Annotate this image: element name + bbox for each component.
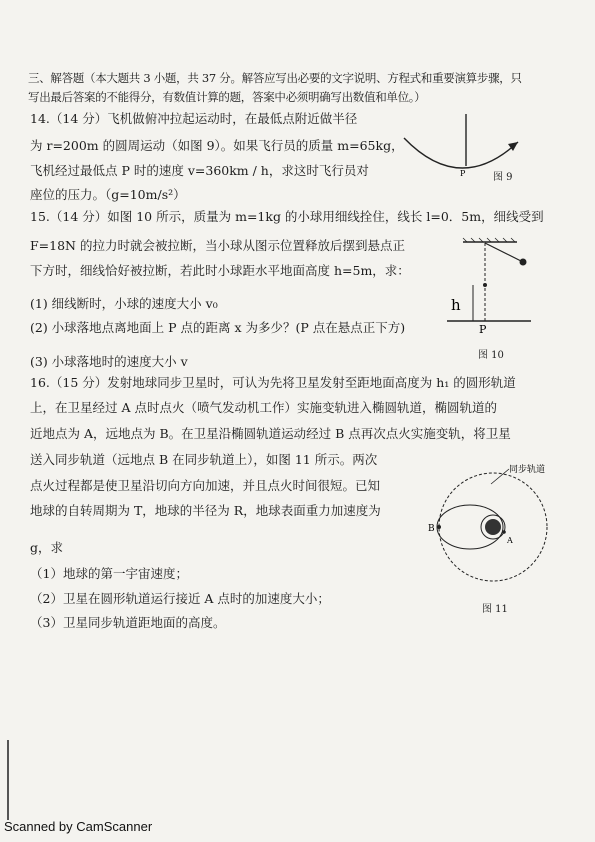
section-header-line-2: 写出最后答案的不能得分，有数值计算的题，答案中必须明确写出数值和单位。） [28,90,426,104]
q15-line-1: 15.（14 分）如图 10 所示，质量为 m=1kg 的小球用细线拴住，线长 l=0．5m，细线受到 [30,209,544,224]
q15-line-3: 下方时，细线恰好被拉断，若此时小球距水平地面高度 h=5m，求： [30,263,410,278]
p-label: P [479,323,487,336]
sync-orbit-label: 同步轨道 [509,465,546,475]
q16-line-5: 点火过程都是使卫星沿切向方向加速，并且点火时间很短。已知 [30,478,381,493]
q16-line-1: 16.（15 分）发射地球同步卫星时，可认为先将卫星发射至距地面高度为 h₁ 的圆形轨道 [30,375,516,390]
thread-line [485,243,521,261]
q15-line-5: (2) 小球落地点离地面上 P 点的距离 x 为多少？(P 点在悬点正下方) [30,320,406,335]
point-b [437,525,441,529]
q14-line-1: 14.（14 分）飞机做俯冲拉起运动时，在最低点附近做半径 [30,111,358,126]
sync-orbit-pointer [491,469,509,484]
q14-line-4: 座位的压力。（g=10m/s²） [30,187,186,202]
point-a-label: A [507,536,513,545]
figure-10 [445,237,535,337]
scan-edge-mark [7,740,9,820]
figure-10-caption: 图 10 [478,350,504,361]
q16-line-6: 地球的自转周期为 T，地球的半径为 R，地球表面重力加速度为 [30,503,381,518]
q15-line-2: F=18N 的拉力时就会被拉断，当小球从图示位置释放后摆到悬点正 [30,238,405,253]
q16-line-4: 送入同步轨道（远地点 B 在同步轨道上），如图 11 所示。两次 [30,452,378,467]
point-a [502,530,506,534]
section-header-line-1: 三、解答题（本大题共 3 小题，共 37 分。解答应写出必要的文字说明、方程式和重要演算步骤，只 [28,71,522,85]
q16-line-8: （1）地球的第一宇宙速度； [30,566,188,581]
figure-9-caption: 图 9 [493,172,513,183]
q16-line-9: （2）卫星在圆形轨道运行接近 A 点时的加速度大小； [30,591,330,606]
ball [520,259,527,266]
q15-line-4: (1) 细线断时，小球的速度大小 v₀ [30,296,218,311]
h-label: h [451,296,461,314]
point-b-label: B [428,524,435,534]
q16-line-7: g，求 [30,540,64,555]
ball-lowest-position [483,283,487,287]
q16-line-2: 上，在卫星经过 A 点时点火（喷气发动机工作）实施变轨进入椭圆轨道，椭圆轨道的 [30,400,497,415]
earth [485,519,501,535]
flight-arc [404,138,518,168]
q16-line-10: （3）卫星同步轨道距地面的高度。 [30,615,226,630]
q15-line-6: (3) 小球落地时的速度大小 v [30,354,188,369]
q14-line-2: 为 r=200m 的圆周运动（如图 9）。如果飞行员的质量 m=65kg， [30,138,404,153]
point-p-label: P [460,169,466,178]
figure-11-caption: 图 11 [482,604,508,615]
figure-11 [425,460,565,600]
q14-line-3: 飞机经过最低点 P 时的速度 v=360km / h，求这时飞行员对 [30,163,369,178]
scanner-watermark: Scanned by CamScanner [4,819,153,834]
q16-line-3: 近地点为 A，远地点为 B。在卫星沿椭圆轨道运动经过 B 点再次点火实施变轨，将卫星 [30,426,511,441]
